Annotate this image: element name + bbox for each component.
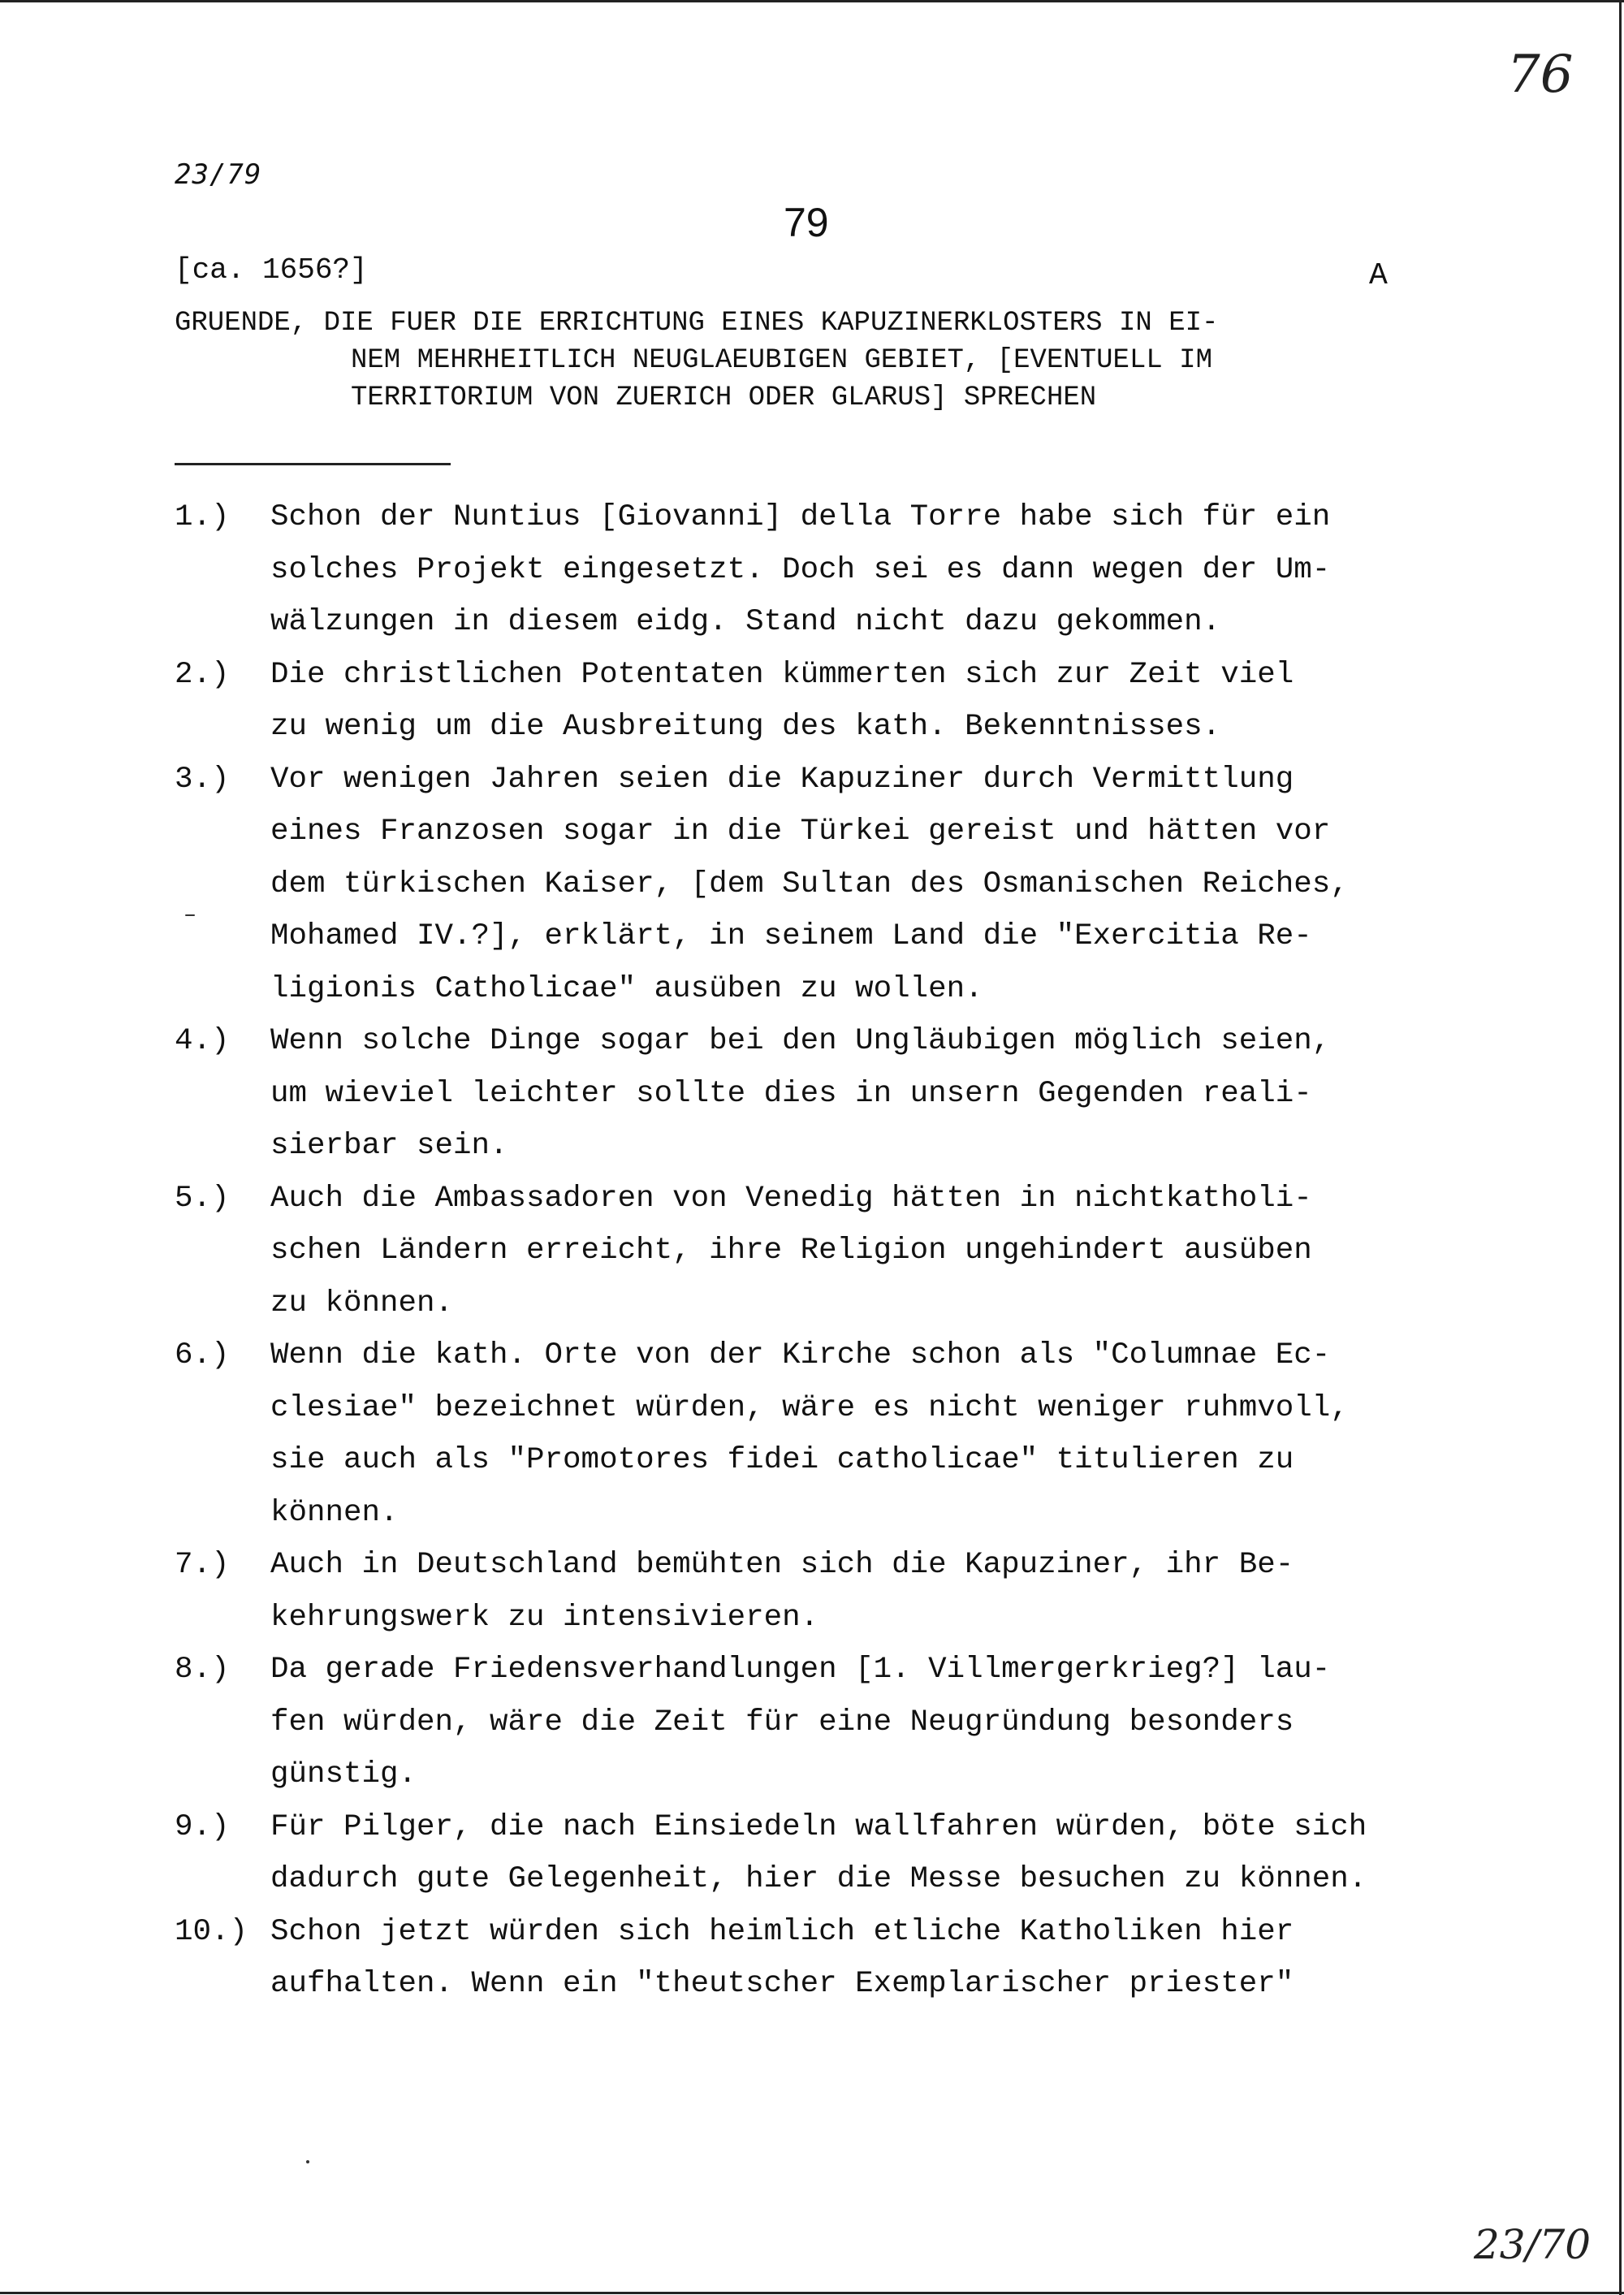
item-number: 8.) (175, 1653, 230, 1687)
item-text (270, 1539, 1474, 1644)
list-item (175, 1329, 1474, 1539)
item-line: Auch die Ambassadoren von Venedig hätten in nichtkatholi- (270, 1181, 1312, 1216)
item-line: können. (270, 1495, 399, 1530)
item-text (270, 1329, 1474, 1539)
item-line: wälzungen in diesem eidg. Stand nicht dazu gekommen. (270, 605, 1221, 639)
list-item (175, 1801, 1474, 1906)
item-line: Schon jetzt würden sich heimlich etliche Katholiken hier (270, 1914, 1294, 1949)
item-number: 9.) (175, 1809, 230, 1844)
item-line: kehrungswerk zu intensivieren. (270, 1600, 819, 1635)
list-item (175, 754, 1474, 1016)
item-text (270, 1644, 1474, 1801)
item-line: Für Pilger, die nach Einsiedeln wallfahren würden, böte sich (270, 1809, 1367, 1844)
item-line: schen Ländern erreicht, ihre Religion ungehindert ausüben (270, 1234, 1312, 1268)
item-line: Die christlichen Potentaten kümmerten sich zur Zeit viel (270, 657, 1294, 692)
item-text (270, 649, 1474, 754)
title-separator (175, 463, 451, 465)
title-line: NEM MEHRHEITLICH NEUGLAEUBIGEN GEBIET, [EVENTUELL IM (351, 345, 1212, 376)
item-line: Da gerade Friedensverhandlungen [1. Villmergerkrieg?] lau- (270, 1653, 1331, 1687)
item-text (270, 1015, 1474, 1173)
scan-border-top (0, 0, 1624, 2)
document-date: [ca. 1656?] (175, 253, 368, 287)
scan-speck (185, 914, 195, 916)
item-line: fen würden, wäre die Zeit für eine Neugründung besonders (270, 1705, 1294, 1740)
scan-border-right (1619, 0, 1622, 2295)
archive-reference: 23/79 (175, 158, 262, 191)
item-line: sierbar sein. (270, 1129, 508, 1163)
list-item (175, 1906, 1474, 2011)
item-number: 6.) (175, 1338, 230, 1372)
item-line: Wenn solche Dinge sogar bei den Ungläubigen möglich seien, (270, 1024, 1331, 1058)
scan-speck (306, 2160, 309, 2163)
item-number: 1.) (175, 500, 230, 534)
list-item (175, 1173, 1474, 1330)
item-number: 10.) (175, 1914, 248, 1949)
list-item (175, 1015, 1474, 1173)
item-line: clesiae" bezeichnet würden, wäre es nicht weniger ruhmvoll, (270, 1390, 1349, 1425)
item-text (270, 1906, 1474, 2011)
item-line: aufhalten. Wenn ein "theutscher Exemplarischer priester" (270, 1967, 1294, 2001)
title-line: GRUENDE, DIE FUER DIE ERRICHTUNG EINES KAPUZINERKLOSTERS IN EI- (175, 308, 1219, 339)
document-title (175, 305, 1441, 417)
document-grade: A (1369, 258, 1388, 293)
item-line: zu können. (270, 1286, 454, 1320)
item-line: eines Franzosen sogar in die Türkei gereist und hätten vor (270, 815, 1331, 849)
item-line: Vor wenigen Jahren seien die Kapuziner durch Vermittlung (270, 762, 1294, 797)
item-line: um wieviel leichter sollte dies in unsern Gegenden reali- (270, 1076, 1312, 1111)
item-line: Auch in Deutschland bemühten sich die Kapuziner, ihr Be- (270, 1548, 1294, 1582)
item-line: dem türkischen Kaiser, [dem Sultan des Osmanischen Reiches, (270, 867, 1349, 901)
scan-border-bottom (0, 2292, 1624, 2294)
item-line: günstig. (270, 1757, 417, 1791)
list-item (175, 1539, 1474, 1644)
item-line: ligionis Catholicae" ausüben zu wollen. (270, 971, 983, 1006)
item-number: 5.) (175, 1181, 230, 1216)
handwritten-archive-number: 23/70 (1474, 2221, 1592, 2268)
item-number: 4.) (175, 1024, 230, 1058)
item-line: Schon der Nuntius [Giovanni] della Torre habe sich für ein (270, 500, 1331, 534)
item-line: Wenn die kath. Orte von der Kirche schon als "Columnae Ec- (270, 1338, 1331, 1372)
item-line: sie auch als "Promotores fidei catholicae" titulieren zu (270, 1443, 1294, 1477)
item-text (270, 1801, 1474, 1906)
item-line: dadurch gute Gelegenheit, hier die Messe besuchen zu können. (270, 1862, 1367, 1896)
list-item (175, 491, 1474, 649)
list-item (175, 649, 1474, 754)
item-number: 2.) (175, 657, 230, 692)
reasons-list (175, 491, 1474, 2011)
handwritten-page-number: 76 (1507, 45, 1574, 105)
item-line: zu wenig um die Ausbreitung des kath. Bekenntnisses. (270, 710, 1221, 744)
item-number: 7.) (175, 1548, 230, 1582)
item-text (270, 491, 1474, 649)
item-number: 3.) (175, 762, 230, 797)
item-text (270, 754, 1474, 1016)
item-line: solches Projekt eingesetzt. Doch sei es dann wegen der Um- (270, 552, 1331, 587)
list-item (175, 1644, 1474, 1801)
item-line: Mohamed IV.?], erklärt, in seinem Land die "Exercitia Re- (270, 919, 1312, 953)
title-line: TERRITORIUM VON ZUERICH ODER GLARUS] SPRECHEN (351, 382, 1097, 413)
item-text (270, 1173, 1474, 1330)
document-number: 79 (784, 200, 829, 245)
